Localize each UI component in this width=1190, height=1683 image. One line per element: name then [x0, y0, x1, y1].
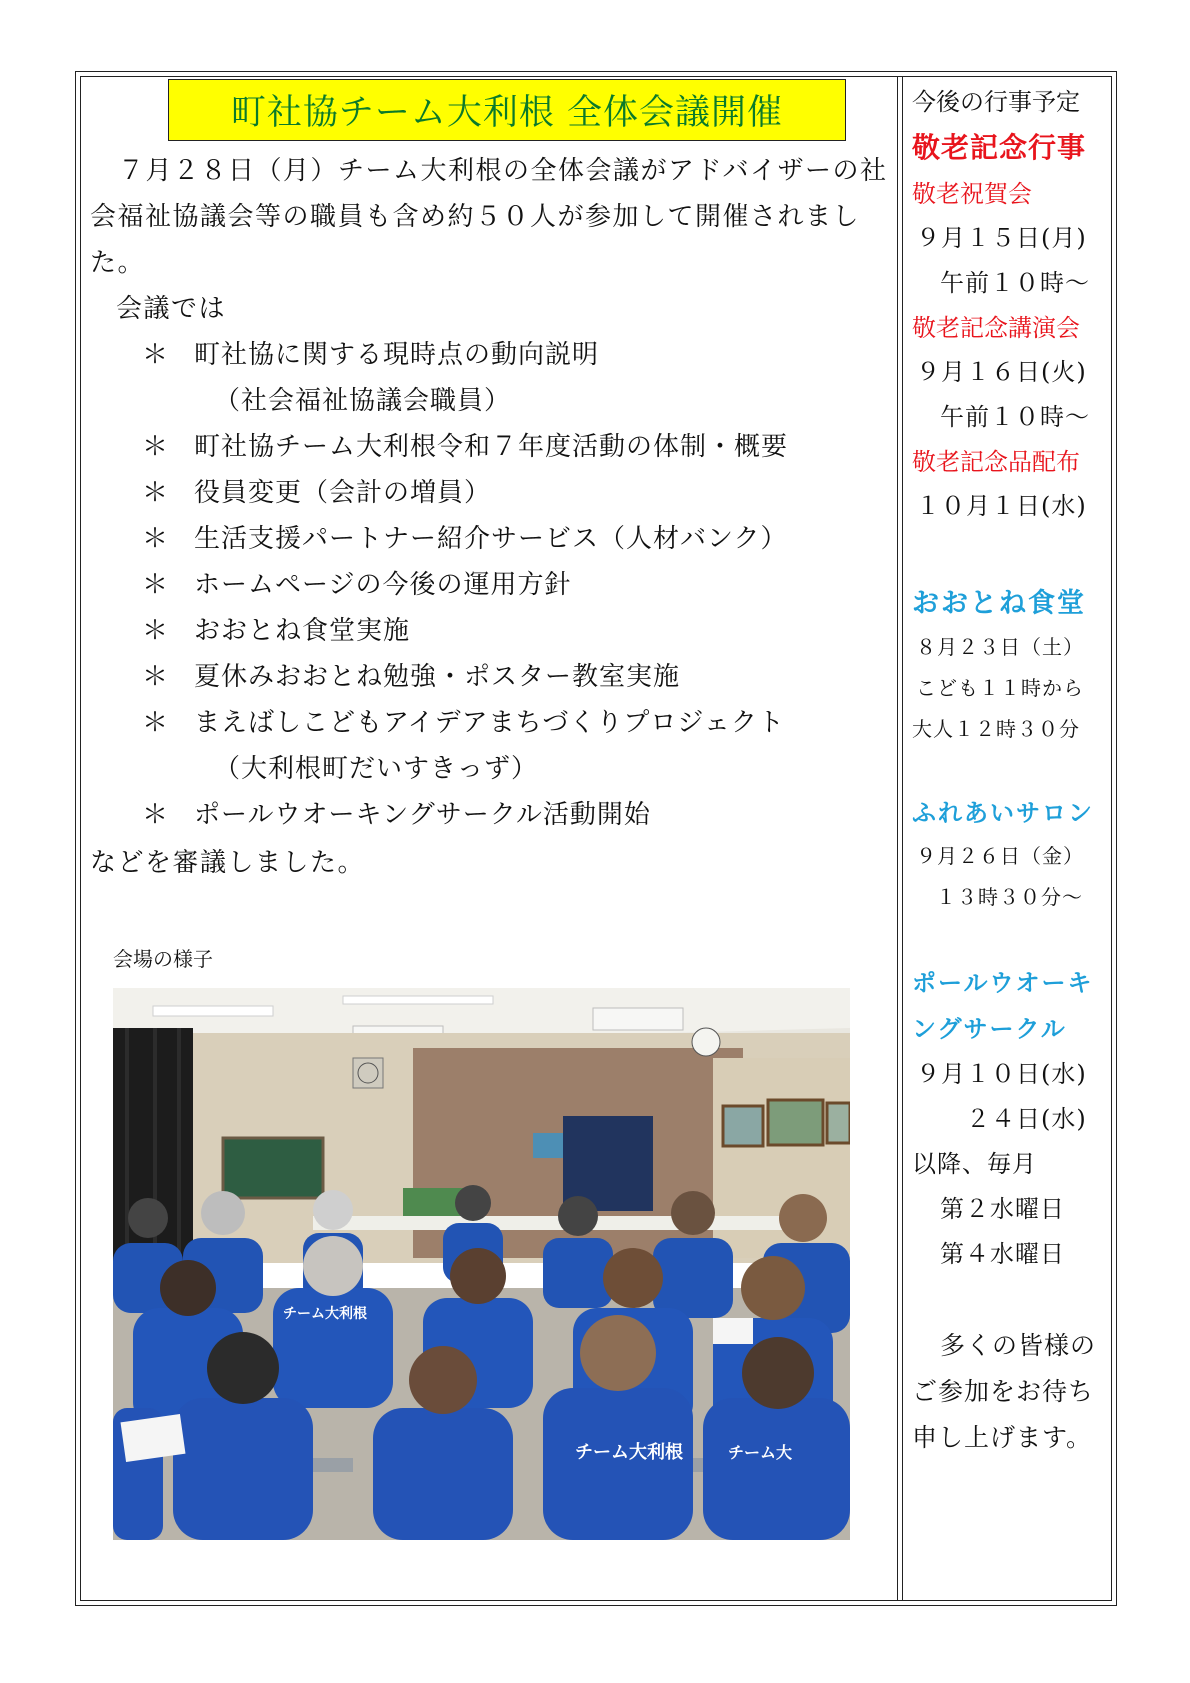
agenda-text: 町社協に関する現時点の動向説明: [194, 340, 600, 370]
shirt-label: チーム大: [728, 1443, 793, 1462]
agenda-item: [90, 700, 890, 792]
agenda-text: 生活支援パートナー紹介サービス（人材バンク）: [194, 524, 788, 554]
meeting-photo-illustration: [113, 988, 850, 1540]
event-date: １０月１日(水): [916, 492, 1087, 520]
agenda-text: おおとね食堂実施: [194, 616, 411, 646]
walking-weekday: 第２水曜日: [940, 1195, 1065, 1223]
walking-date: ２４日(水): [966, 1105, 1087, 1133]
event-time: 午前１０時～: [940, 269, 1090, 297]
bullet-icon: ＊: [142, 800, 170, 830]
walking-weekday: 第４水曜日: [940, 1240, 1065, 1268]
title-banner: [168, 79, 846, 141]
agenda-text: 夏休みおおとね勉強・ポスター教室実施: [194, 662, 681, 692]
column-divider-inner: [902, 76, 903, 1601]
bullet-icon: ＊: [142, 570, 170, 600]
article: [90, 148, 890, 886]
bullet-icon: ＊: [142, 340, 170, 370]
event-name: 敬老祝賀会: [912, 180, 1032, 208]
bullet-icon: ＊: [142, 662, 170, 692]
intro-paragraph: [90, 148, 890, 286]
shokudo-kids-time: こども１１時から: [916, 676, 1084, 700]
closing-text: などを審議しました。: [90, 848, 366, 878]
lead-in-text: 会議では: [116, 294, 227, 324]
shokudo-title: おおとね食堂: [912, 588, 1086, 619]
agenda-item: [90, 562, 890, 608]
walking-title-cont: ングサークル: [912, 1015, 1067, 1043]
event-name: 敬老記念品配布: [912, 448, 1080, 476]
column-divider: [897, 76, 898, 1601]
agenda-item: [90, 608, 890, 654]
agenda-text: 役員変更（会計の増員）: [194, 478, 492, 508]
bullet-icon: ＊: [142, 616, 170, 646]
photo-caption: 会場の様子: [113, 947, 213, 971]
agenda-item: [90, 654, 890, 700]
agenda-text: まえばしこどもアイデアまちづくりプロジェクト: [194, 708, 785, 738]
shokudo-adults-time: 大人１２時３０分: [912, 717, 1080, 741]
page-title: 町社協チーム大利根 全体会議開催: [230, 93, 784, 133]
schedule-heading: 今後の行事予定: [912, 88, 1080, 116]
agenda-text: ホームページの今後の運用方針: [194, 570, 572, 600]
agenda-list: [90, 332, 890, 838]
agenda-text: ポールウオーキングサークル活動開始: [194, 800, 651, 830]
walking-recurrence: 以降、毎月: [912, 1150, 1037, 1178]
bullet-icon: ＊: [142, 708, 170, 738]
agenda-text: 町社協チーム大利根令和７年度活動の体制・概要: [194, 432, 789, 462]
closing-message: ご参加をお待ち: [912, 1377, 1095, 1406]
agenda-sub: （大利根町だいすきっず）: [214, 754, 539, 784]
sidebar-schedule: [912, 80, 1112, 1461]
agenda-item: [90, 792, 890, 838]
walking-title: ポールウオーキ: [912, 969, 1094, 997]
walking-date: ９月１０日(水): [916, 1060, 1087, 1088]
agenda-item: [90, 332, 890, 424]
keiro-event-title: 敬老記念行事: [912, 131, 1087, 164]
bullet-icon: ＊: [142, 478, 170, 508]
bullet-icon: ＊: [142, 524, 170, 554]
event-date: ９月１５日(月): [916, 224, 1087, 252]
salon-time: １３時３０分～: [936, 885, 1083, 909]
agenda-item: [90, 424, 890, 470]
agenda-item: [90, 470, 890, 516]
bullet-icon: ＊: [142, 432, 170, 462]
agenda-sub: （社会福祉協議会職員）: [214, 386, 512, 416]
meeting-photo: [113, 988, 850, 1540]
event-time: 午前１０時～: [940, 403, 1090, 431]
event-date: ９月１６日(火): [916, 358, 1087, 386]
salon-title: ふれあいサロン: [912, 799, 1094, 827]
intro-line-1: ７月２８日（月）チーム大利根の全体会議がアドバイザーの社: [118, 156, 888, 186]
shirt-label: チーム大利根: [575, 1442, 683, 1463]
closing-message: 申し上げます。: [912, 1423, 1093, 1452]
intro-line-3: た。: [90, 248, 146, 278]
salon-date: ９月２６日（金）: [916, 844, 1084, 868]
shokudo-date: ８月２３日（土）: [916, 635, 1084, 659]
shirt-label: チーム大利根: [283, 1306, 367, 1322]
closing-message: 多くの皆様の: [940, 1331, 1097, 1360]
intro-line-2: 会福祉協議会等の職員も含め約５０人が参加して開催されまし: [90, 202, 861, 232]
agenda-item: [90, 516, 890, 562]
event-name: 敬老記念講演会: [912, 314, 1080, 342]
